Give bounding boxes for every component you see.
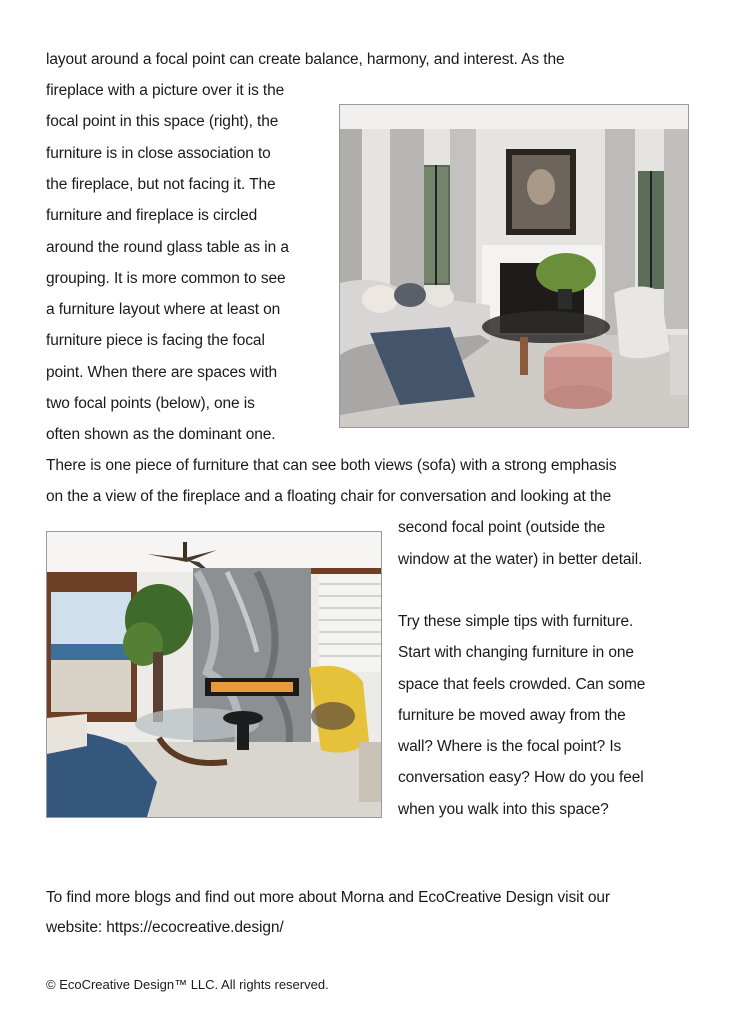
- text-line: point. When there are spaces with: [46, 364, 278, 381]
- text-line: To find more blogs and find out more about Morna and EcoCreative Design visit our: [46, 889, 610, 906]
- copyright-footer: © EcoCreative Design™ LLC. All rights reserved.: [46, 977, 329, 992]
- text-line: fireplace with a picture over it is the: [46, 82, 285, 99]
- text-line: when you walk into this space?: [398, 801, 609, 818]
- text-line: often shown as the dominant one.: [46, 426, 276, 443]
- text-line: furniture be moved away from the: [398, 707, 626, 724]
- text-line: space that feels crowded. Can some: [398, 676, 646, 693]
- text-line: website: https://ecocreative.design/: [46, 919, 284, 936]
- text-line: the fireplace, but not facing it. The: [46, 176, 276, 193]
- text-line: There is one piece of furniture that can see both views (sofa) with a strong emphasis: [46, 457, 617, 474]
- text-line: conversation easy? How do you feel: [398, 769, 644, 786]
- ocean-view-fireplace-photo: [46, 531, 382, 818]
- text-line: furniture piece is facing the focal: [46, 332, 265, 349]
- text-line: on the a view of the fireplace and a floating chair for conversation and looking at the: [46, 488, 612, 505]
- text-line: Try these simple tips with furniture.: [398, 613, 634, 630]
- text-line: around the round glass table as in a: [46, 239, 289, 256]
- text-line: wall? Where is the focal point? Is: [398, 738, 622, 755]
- text-line: window at the water) in better detail.: [398, 551, 643, 568]
- text-line: furniture and fireplace is circled: [46, 207, 258, 224]
- text-line: grouping. It is more common to see: [46, 270, 286, 287]
- text-line: focal point in this space (right), the: [46, 113, 279, 130]
- text-line: a furniture layout where at least on: [46, 301, 281, 318]
- text-line: two focal points (below), one is: [46, 395, 255, 412]
- text-line: second focal point (outside the: [398, 519, 606, 536]
- text-line: layout around a focal point can create balance, harmony, and interest. As the: [46, 51, 565, 68]
- text-line: furniture is in close association to: [46, 145, 271, 162]
- text-line: Start with changing furniture in one: [398, 644, 634, 661]
- living-room-fireplace-photo: [339, 104, 689, 428]
